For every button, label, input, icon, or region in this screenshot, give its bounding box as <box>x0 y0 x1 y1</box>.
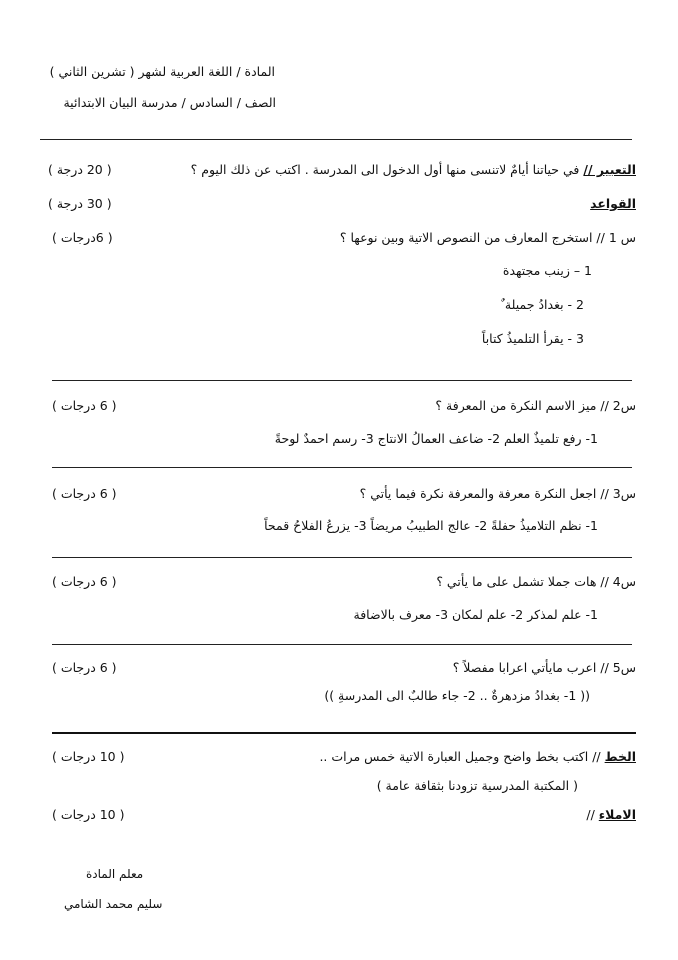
q3-divider <box>52 557 632 558</box>
expression-text: في حياتنا أيامٌ لاتنسى منها أول الدخول الى المدرسة . اكتب عن ذلك اليوم ؟ <box>190 162 580 177</box>
handwriting-label: الخط <box>604 749 636 764</box>
expression-label: التعبير // <box>583 162 636 177</box>
q2-divider <box>52 467 632 468</box>
header-divider <box>40 139 632 140</box>
expression-marks: ( 20 درجة ) <box>48 162 112 177</box>
handwriting-line <box>319 749 636 765</box>
dictation-suffix: // <box>586 807 595 822</box>
q1-item-2: 2 - بغدادُ جميلة ٌ <box>501 297 584 312</box>
header-subject: المادة / اللغة العربية لشهر ( تشرين الثاني ) <box>49 64 275 79</box>
dictation-line <box>586 807 636 823</box>
handwriting-phrase: ( المكتبة المدرسية تزودنا بثقافة عامة ) <box>376 778 578 793</box>
signature-name: سليم محمد الشامي <box>64 897 163 911</box>
expression-line <box>191 162 636 178</box>
q3-items: 1- نظم التلاميذُ حفلةً 2- عالج الطبيبُ مريضاً 3- يزرعُ الفلاحُ قمحاً <box>264 518 598 533</box>
q3-marks: ( 6 درجات ) <box>52 486 117 501</box>
q5-items: (( 1- بغدادُ مزدهرةٌ .. 2- جاء طالبٌ الى المدرسةِ )) <box>324 688 590 703</box>
q1-text: س 1 // استخرج المعارف من النصوص الاتية وبين نوعها ؟ <box>339 230 636 245</box>
grammar-label: القواعد <box>590 196 636 211</box>
handwriting-marks: ( 10 درجات ) <box>52 749 125 764</box>
q2-text: س2 // ميز الاسم النكرة من المعرفة ؟ <box>435 398 636 413</box>
q3-text: س3 // اجعل النكرة معرفة والمعرفة نكرة فيما يأتي ؟ <box>359 486 636 501</box>
q5-divider <box>52 732 636 734</box>
q4-marks: ( 6 درجات ) <box>52 574 117 589</box>
q5-marks: ( 6 درجات ) <box>52 660 117 675</box>
q4-divider <box>52 644 632 645</box>
q2-items: 1- رفع تلميذٌ العلم 2- ضاعف العمالُ الانتاج 3- رسم احمدٌ لوحةً <box>274 431 598 446</box>
q1-divider <box>52 380 632 381</box>
header-class-school: الصف / السادس / مدرسة البيان الابتدائية <box>63 95 276 110</box>
signature-title: معلم المادة <box>86 867 144 881</box>
q1-item-1: 1 – زينب مجتهدة <box>502 263 592 278</box>
dictation-label: الاملاء <box>598 807 636 822</box>
dictation-marks: ( 10 درجات ) <box>52 807 125 822</box>
q4-text: س4 // هات جملا تشمل على ما يأتي ؟ <box>436 574 636 589</box>
q4-items: 1- علم لمذكر 2- علم لمكان 3- معرف بالاضافة <box>353 607 598 622</box>
q1-marks: ( 6درجات ) <box>52 230 113 245</box>
grammar-marks: ( 30 درجة ) <box>48 196 112 211</box>
q5-text: س5 // اعرب مايأتي اعرابا مفصلاً ؟ <box>452 660 636 675</box>
q2-marks: ( 6 درجات ) <box>52 398 117 413</box>
handwriting-text: // اكتب بخط واضح وجميل العبارة الاتية خمس مرات .. <box>319 749 601 764</box>
q1-item-3: 3 - يقرأ التلميذُ كتاباً <box>481 331 584 346</box>
